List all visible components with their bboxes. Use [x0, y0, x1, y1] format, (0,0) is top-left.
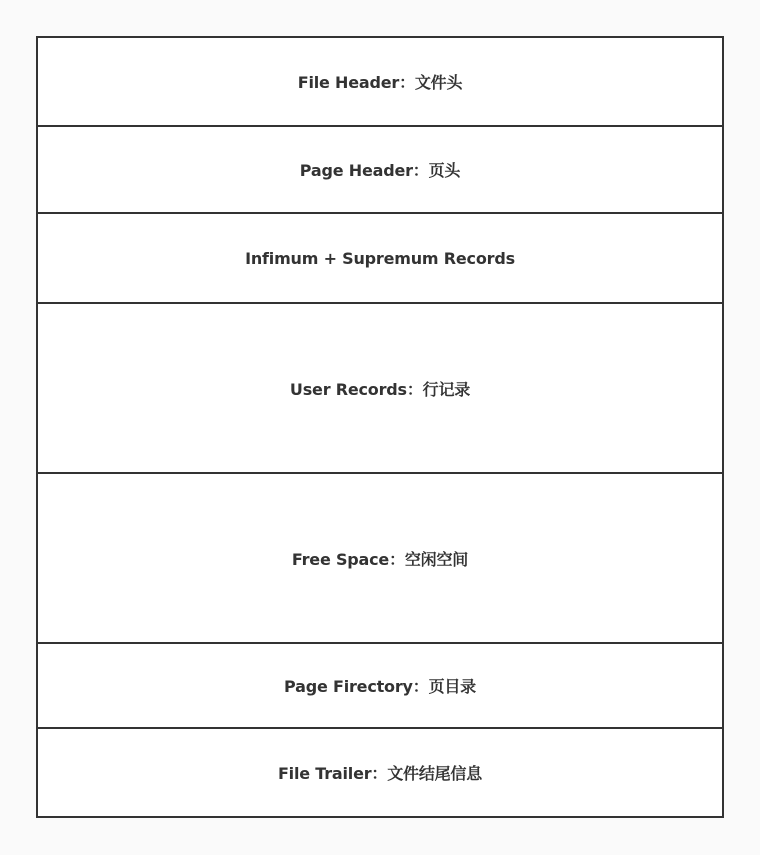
- page-structure-diagram: [36, 36, 724, 818]
- section-free-space: [38, 474, 722, 644]
- section-label: Infimum + Supremum Records: [245, 248, 515, 268]
- section-page-header: [38, 127, 722, 214]
- section-label: Page Firectory：页目录: [284, 677, 476, 696]
- section-file-header: [38, 38, 722, 127]
- section-label: File Header：文件头: [297, 73, 463, 92]
- section-infimum-supremum: [38, 214, 722, 304]
- section-label: Page Header：页头: [299, 161, 461, 180]
- section-user-records: [38, 304, 722, 474]
- section-label: User Records：行记录: [289, 379, 471, 399]
- section-file-trailer: [38, 729, 722, 816]
- section-label: Free Space：空闲空间: [291, 549, 469, 569]
- section-label: File Trailer：文件结尾信息: [277, 764, 483, 783]
- section-page-directory: [38, 644, 722, 729]
